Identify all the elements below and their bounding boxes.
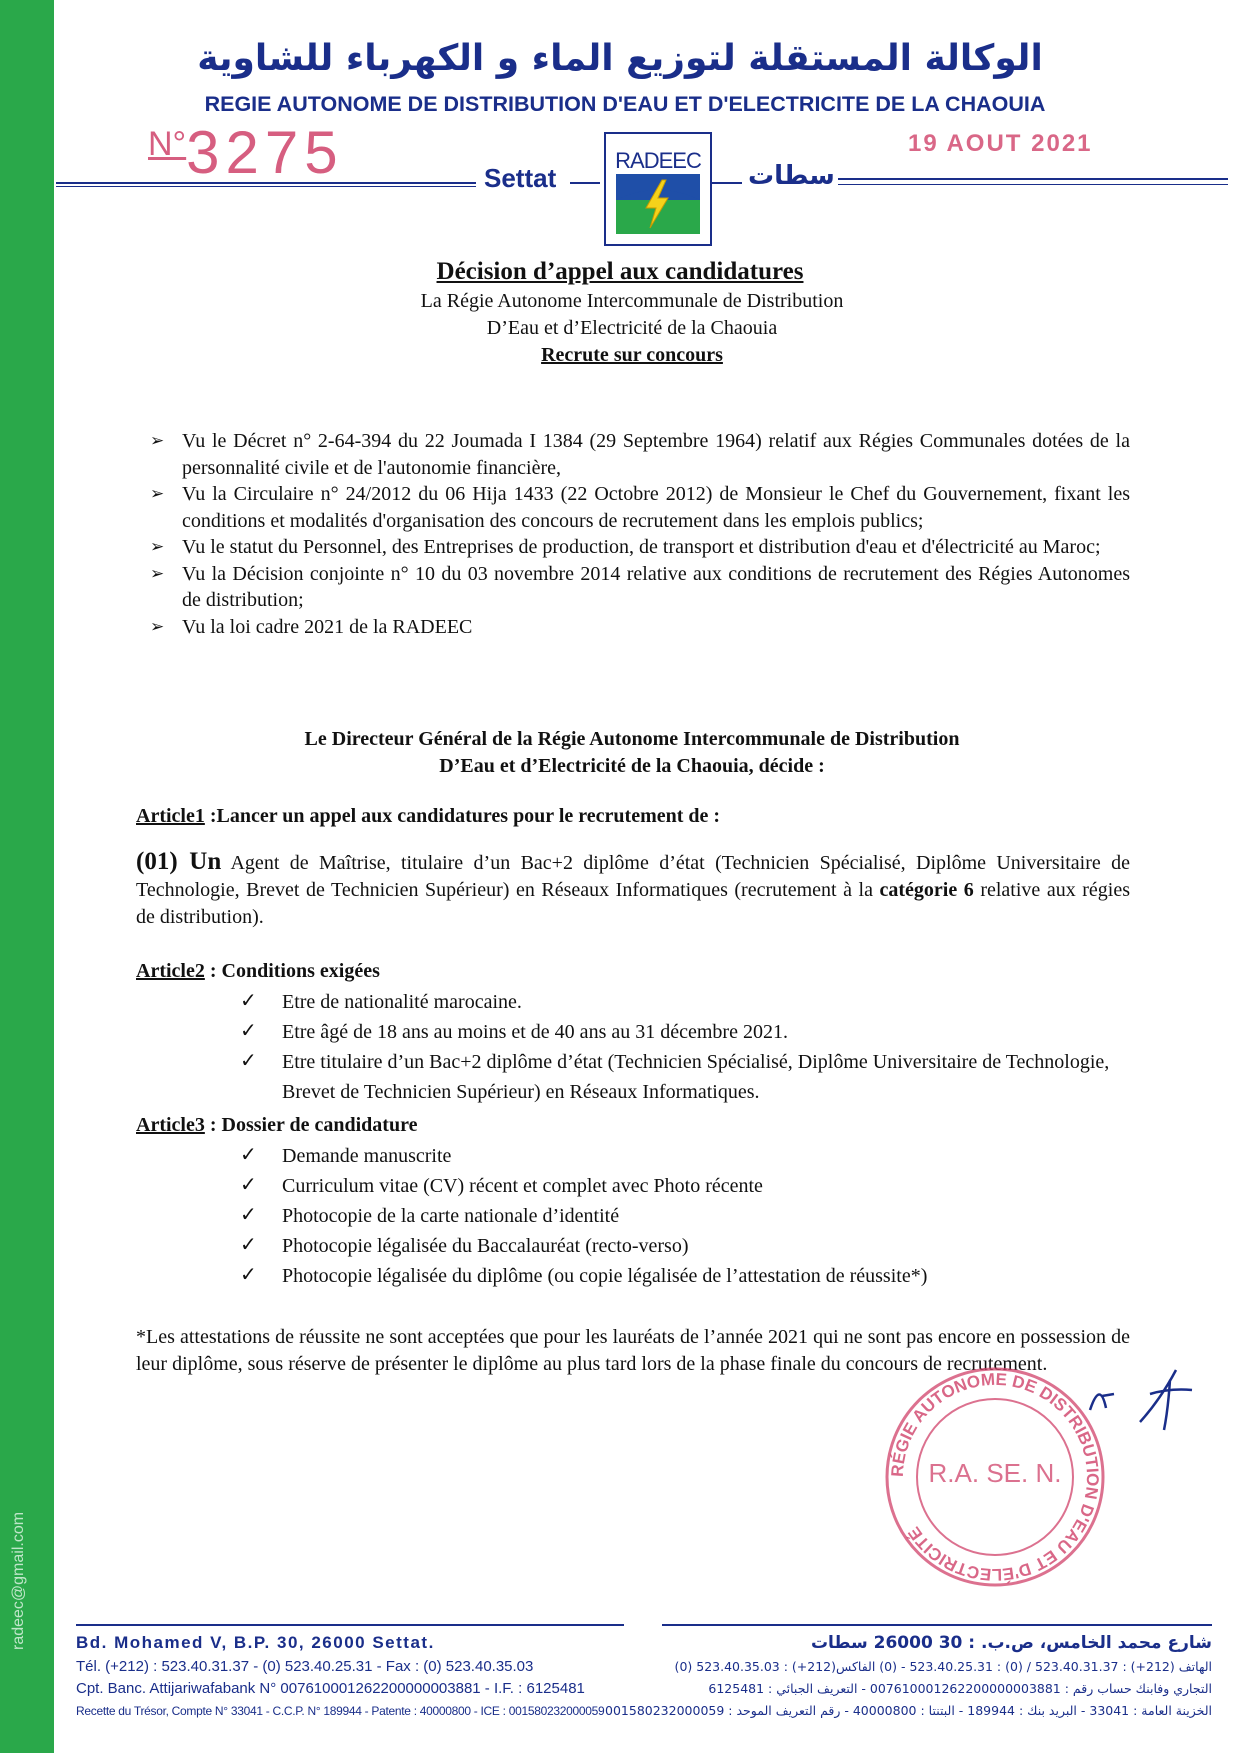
footer-bank: Cpt. Banc. Attijariwafabank N° 007610001262200000003881 - I.F. : 6125481 xyxy=(76,1680,585,1697)
legal-references-list xyxy=(150,428,1130,640)
check-icon: ✓ xyxy=(240,1232,257,1256)
check-icon: ✓ xyxy=(240,1262,257,1286)
check-icon: ✓ xyxy=(240,988,257,1012)
decide-line-1: Le Directeur Général de la Régie Autonome Intercommunale de Distribution xyxy=(304,728,960,750)
header-rule-left xyxy=(56,182,476,184)
list-item: ✓ Curriculum vitae (CV) récent et complet avec Photo récente xyxy=(240,1171,1130,1201)
header-rule-right-thin xyxy=(838,184,1228,185)
decision-statement xyxy=(0,726,1240,780)
date-stamp: 19 AOUT 2021 xyxy=(908,130,1093,157)
list-item: ✓ Photocopie de la carte nationale d’identité xyxy=(240,1201,1130,1231)
check-icon: ✓ xyxy=(240,1172,257,1196)
signature xyxy=(1080,1360,1200,1440)
article1-body: (01) Un Agent de Maîtrise, titulaire d’un Bac+2 diplôme d’état (Technicien Spécialisé, Diplôme Universitaire de Technologie, Brevet de Technicien Supérieur) en Réseaux Informatiques (recrutement à la catégorie 6 relative aux régies de distribution). xyxy=(136,848,1131,928)
article2-title: : Conditions exigées xyxy=(204,960,380,982)
article1-label: Article1 xyxy=(136,805,205,827)
check-icon: ✓ xyxy=(240,1048,257,1072)
arrow-bullet-icon: ➢ xyxy=(150,484,165,504)
logo-text: RADEEC xyxy=(615,148,701,173)
list-item: ➢ Vu la loi cadre 2021 de la RADEEC xyxy=(150,614,1130,641)
list-item: ✓ Etre titulaire d’un Bac+2 diplôme d’état (Technicien Spécialisé, Diplôme Universitaire de Technologie, Brevet de Technicien Supérieur) en Réseaux Informatiques. xyxy=(240,1047,1130,1107)
sidebar-email: radeec@gmail.com xyxy=(10,1511,27,1650)
arrow-bullet-icon: ➢ xyxy=(150,537,165,557)
arrow-bullet-icon: ➢ xyxy=(150,431,165,451)
list-item: ✓ Etre de nationalité marocaine. xyxy=(240,987,1130,1017)
list-item: ➢ Vu le statut du Personnel, des Entreprises de production, de transport et distribution d'eau et d'électricité au Maroc; xyxy=(150,534,1130,561)
article3-heading xyxy=(136,1114,417,1137)
footer-treasury: Recette du Trésor, Compte N° 33041 - C.C.P. N° 189944 - Patente : 40000800 - ICE : 001580232000059 xyxy=(76,1704,605,1718)
letterhead-french-name: REGIE AUTONOME DE DISTRIBUTION D'EAU ET D'ELECTRICITE DE LA CHAOUIA xyxy=(204,92,1046,116)
footer-phones: Tél. (+212) : 523.40.31.37 - (0) 523.40.25.31 - Fax : (0) 523.40.35.03 xyxy=(76,1658,534,1675)
letterhead-arabic-name: الوكالة المستقلة لتوزيع الماء و الكهرباء للشاوية xyxy=(197,38,1043,79)
decide-line-2: D’Eau et d’Electricité de la Chaouia, décide : xyxy=(439,755,825,777)
header-rule-left-thin xyxy=(56,186,476,187)
city-settat: Settat xyxy=(484,163,557,193)
official-round-stamp xyxy=(880,1362,1110,1592)
footer-french xyxy=(76,1630,636,1722)
footnote: *Les attestations de réussite ne sont acceptées que pour les lauréats de l’année 2021 qui ne sont pas encore en possession de leur diplôme, sous réserve de présenter le diplôme au plus tard lors de la phase finale du concours de recrutement. xyxy=(136,1326,1130,1375)
list-item: ✓ Photocopie légalisée du Baccalauréat (recto-verso) xyxy=(240,1231,1130,1261)
check-icon: ✓ xyxy=(240,1142,257,1166)
stamp-outer-text: RÉGIE AUTONOME DE DISTRIBUTION D'EAU ET D'ÉLECTRICITÉ xyxy=(887,1369,1103,1585)
footer-arabic xyxy=(605,1630,1212,1722)
arrow-bullet-icon: ➢ xyxy=(150,616,165,637)
list-item: ➢ Vu le Décret n° 2-64-394 du 22 Joumada I 1384 (29 Septembre 1964) relatif aux Régies Communales dotées de la personnalité civile et de l'autonomie financière, xyxy=(150,430,1130,479)
registration-number-stamp xyxy=(148,118,344,187)
city-settat-arabic: سطات xyxy=(748,161,835,191)
footer-rule-right xyxy=(662,1624,1212,1626)
footer-phones-arabic: الهاتف (212+) : 523.40.31.37 / (0) : 523.40.25.31 - (0) الفاكس(212+) : 523.40.35.03 (0) xyxy=(674,1659,1212,1674)
article2-label: Article2 xyxy=(136,960,205,982)
number-prefix: N° xyxy=(148,125,187,163)
page-title: Décision d’appel aux candidatures xyxy=(436,258,804,285)
article1-heading xyxy=(136,805,720,828)
title-subtitle: Recrute sur concours xyxy=(541,344,723,366)
footer-bank-arabic: التجاري وفابنك حساب رقم : 007610001262200000003881 - التعريف الجبائي : 6125481 xyxy=(708,1681,1212,1696)
dossier-list xyxy=(240,1141,1130,1291)
title-line-2: D’Eau et d’Electricité de la Chaouia xyxy=(486,317,778,339)
stamp-inner-text: R.A. SE. N. xyxy=(928,1458,1062,1488)
footer-address-arabic: شارع محمد الخامس، ص.ب. : 30 26000 سطات xyxy=(810,1633,1212,1653)
article1-count: (01) Un xyxy=(136,848,222,875)
logo-lightning-icon xyxy=(616,174,700,234)
registration-number: 3275 xyxy=(186,119,344,186)
article3-title: : Dossier de candidature xyxy=(204,1114,418,1136)
radeec-logo xyxy=(604,132,712,246)
article2-heading xyxy=(136,960,380,983)
header-rule-right xyxy=(838,178,1228,180)
check-icon: ✓ xyxy=(240,1202,257,1226)
article3-label: Article3 xyxy=(136,1114,205,1136)
arrow-bullet-icon: ➢ xyxy=(150,563,165,584)
conditions-list xyxy=(240,987,1130,1107)
footer-address: Bd. Mohamed V, B.P. 30, 26000 Settat. xyxy=(76,1633,435,1652)
list-item: ✓ Demande manuscrite xyxy=(240,1141,1130,1171)
title-line-1: La Régie Autonome Intercommunale de Distribution xyxy=(420,290,844,312)
footer-treasury-arabic: الخزينة العامة : 33041 - البريد بنك : 189944 - البتنتا : 40000800 - رقم التعريف الموحد : 001580232000059 xyxy=(605,1703,1212,1718)
header-rule-mid-left xyxy=(570,182,600,184)
list-item: ➢ Vu la Circulaire n° 24/2012 du 06 Hija 1433 (22 Octobre 2012) de Monsieur le Chef du Gouvernement, fixant les conditions et modalités d'organisation des concours de recrutement dans les emplois publics; xyxy=(150,483,1130,532)
list-item: ➢ Vu la Décision conjointe n° 10 du 03 novembre 2014 relative aux conditions de recrutement des Régies Autonomes de distribution; xyxy=(150,562,1130,611)
list-item: ✓ Photocopie légalisée du diplôme (ou copie légalisée de l’attestation de réussite*) xyxy=(240,1261,1130,1291)
list-item: ✓ Etre âgé de 18 ans au moins et de 40 ans au 31 décembre 2021. xyxy=(240,1017,1130,1047)
article1-category: catégorie 6 xyxy=(879,879,974,901)
check-icon: ✓ xyxy=(240,1018,257,1042)
header-rule-mid-right xyxy=(712,182,742,184)
footer-rule-left xyxy=(76,1624,624,1626)
article1-title: :Lancer un appel aux candidatures pour le recrutement de : xyxy=(204,805,721,827)
